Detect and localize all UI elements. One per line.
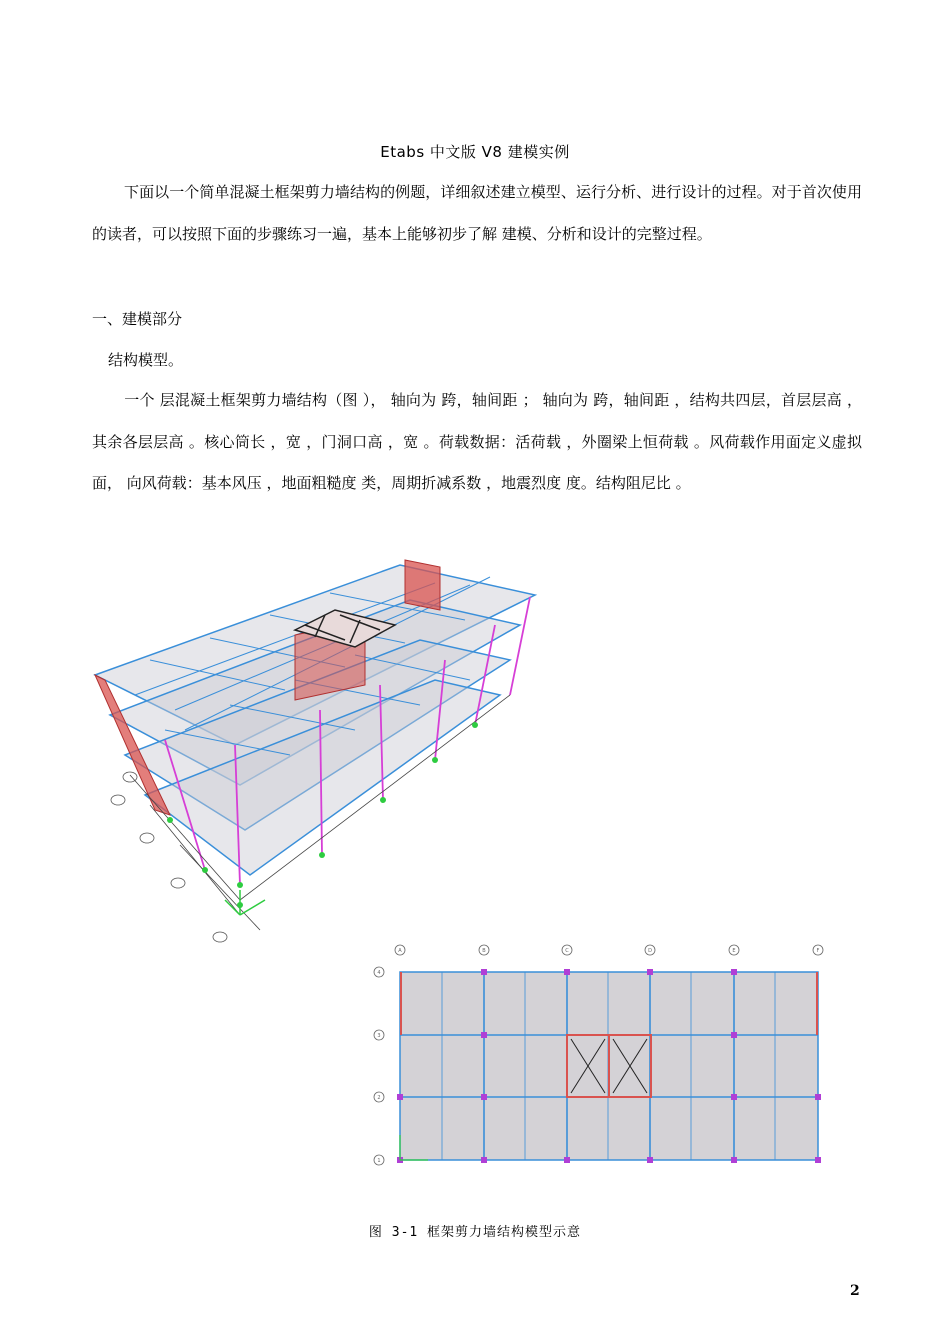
- col-label-f: F: [816, 948, 820, 954]
- row-label-1: 1: [377, 1158, 381, 1164]
- section-heading: 一、建模部分: [92, 310, 183, 328]
- row-label-3: 3: [377, 1033, 381, 1039]
- structure-3d-view: [90, 555, 550, 955]
- page-number: 2: [850, 1283, 860, 1299]
- row-bubbles: [374, 967, 384, 1165]
- model-paragraph: [92, 380, 862, 505]
- axis-triad-icon: [225, 890, 265, 915]
- row-label-2: 2: [377, 1095, 381, 1101]
- col-label-b: B: [482, 948, 486, 954]
- row-label-4: 4: [377, 970, 381, 976]
- document-title: Etabs 中文版 V8 建模实例: [380, 143, 570, 161]
- model-text: 一个 层混凝土框架剪力墙结构（图 ）， 轴向为 跨，轴间距 ； 轴向为 跨，轴间距 ，结构共四层，首层层高 ，其余各层层高 。核心筒长 ，宽 ，门洞口高 ，宽 。荷载数据：活荷载 ，外圈梁上恒荷载 。风荷载作用面定义虚拟面， 向风荷载：基本风压 ，地面粗糙度 类，周期折减系数 ，地震烈度 度。结构阻尼比 。: [92, 391, 862, 492]
- plan-view: [368, 940, 838, 1175]
- column-bubbles: [395, 945, 823, 955]
- column-bubble-labels: [398, 948, 819, 954]
- row-bubble-labels: [377, 970, 380, 1164]
- intro-paragraph: [92, 172, 862, 255]
- col-label-d: D: [648, 948, 652, 954]
- figure-caption: 图 3-1 框架剪力墙结构模型示意: [368, 1225, 582, 1240]
- col-label-a: A: [398, 948, 402, 954]
- col-label-e: E: [732, 948, 736, 954]
- intro-text: 下面以一个简单混凝土框架剪力墙结构的例题，详细叙述建立模型、运行分析、进行设计的过程。对于首次使用 的读者，可以按照下面的步骤练习一遍，基本上能够初步了解 建模、分析和设计的完整过程。: [92, 183, 862, 243]
- col-label-c: C: [565, 948, 569, 954]
- floor-slabs: [95, 565, 535, 875]
- subsection-heading: 结构模型。: [108, 351, 184, 369]
